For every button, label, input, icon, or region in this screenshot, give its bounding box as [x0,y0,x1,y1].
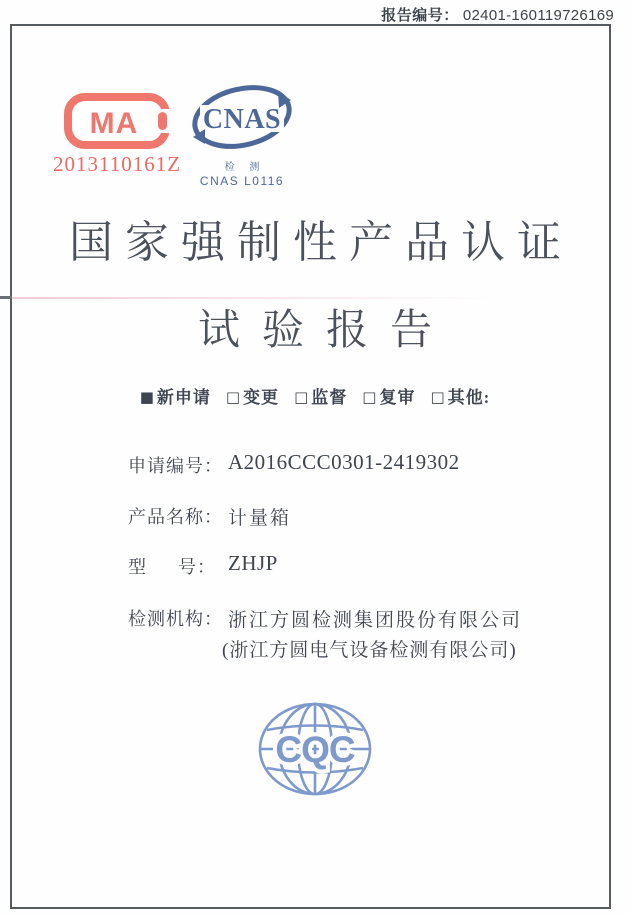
checkbox-label: 新申请 [156,388,211,407]
cnas-logo-icon [188,84,296,152]
field-label: 申请编号： [128,456,223,476]
cnas-jiance-label: 检 测 [224,162,266,173]
field-label [128,553,216,579]
cma-accreditation-number: 2013110161Z [52,152,182,176]
field-application-number [128,450,460,478]
report-number-label: 报告编号： [381,7,459,24]
checkbox-empty-icon: □ [362,388,378,406]
checkbox-label: 监督 [311,388,348,407]
cma-logo-icon [63,92,171,150]
cnas-logo-group [188,84,296,188]
field-test-organization [128,605,523,631]
application-type-row [0,383,630,408]
report-number-value: 02401-160119726169 [462,7,614,24]
checkbox-supervision [294,383,347,408]
checkbox-filled-icon: ■ [139,388,155,406]
field-value: ZHJP [228,551,278,575]
sub-title: 试验报告 [197,308,454,354]
checkbox-review [362,383,415,408]
cnas-logo-letters: CNAS [202,104,282,135]
field-value: 计量箱 [228,508,292,529]
main-title: 国家强制性产品认证 [69,218,573,267]
model-label-char1: 型 [128,557,147,577]
checkbox-label: 其他: [447,388,491,407]
cma-logo-letters: MA [89,107,139,140]
cnas-lab-number: CNAS L0116 [199,174,285,188]
field-value: A2016CCC0301-2419302 [228,450,460,474]
model-label-char2: 号： [178,557,216,577]
field-label: 检测机构： [128,609,223,629]
field-product-name [128,503,292,529]
checkbox-empty-icon: □ [294,388,310,406]
report-number-line [381,4,614,25]
checkbox-label: 复审 [379,388,416,407]
checkbox-empty-icon: □ [430,388,446,406]
test-organization-line2: (浙江方圆电气设备检测有限公司) [222,640,517,661]
cqc-logo-letters: CQC [275,729,355,770]
field-label: 产品名称： [128,507,223,527]
checkbox-other [430,383,490,408]
checkbox-new-application [140,383,211,408]
cma-logo-group [52,92,182,177]
checkbox-change [226,383,279,408]
field-value: 浙江方圆检测集团股份有限公司 [228,610,523,631]
cqc-logo-icon [256,700,374,798]
field-model [128,551,278,579]
checkbox-empty-icon: □ [225,388,242,406]
checkbox-label: 变更 [243,388,280,407]
cqc-logo-group [256,700,374,803]
